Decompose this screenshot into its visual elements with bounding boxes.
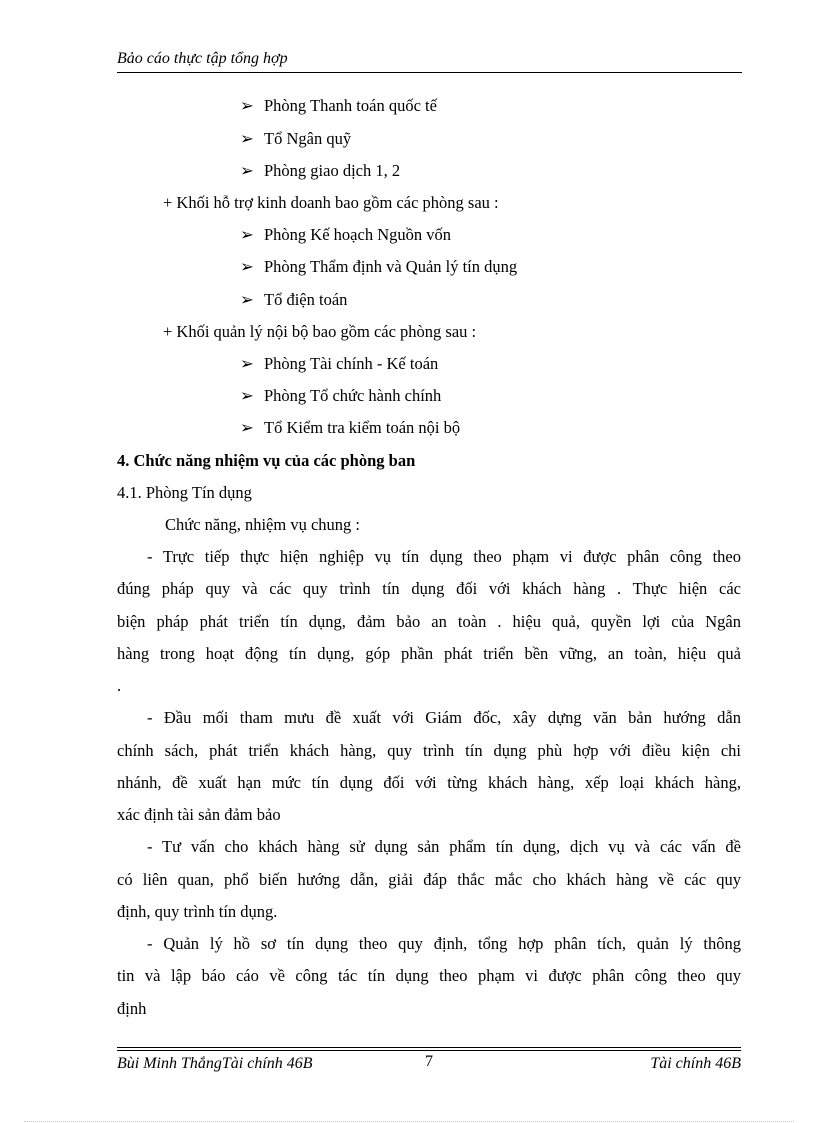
paragraph-line: chính sách, phát triển khách hàng, quy trình tín dụng phù hợp với điều kiện chi: [117, 741, 741, 760]
list-item: Phòng giao dịch 1, 2: [264, 161, 401, 180]
list-item: Phòng Thẩm định và Quản lý tín dụng: [264, 257, 518, 276]
paragraph-line: có liên quan, phổ biến hướng dẫn, giải đáp thắc mắc cho khách hàng về các quy: [117, 870, 741, 889]
list-item: Phòng Tài chính - Kế toán: [264, 354, 439, 373]
bullet-arrow-icon: ➢: [240, 418, 254, 437]
list-item: Tổ Ngân quỹ: [264, 129, 352, 148]
bullet-arrow-icon: ➢: [240, 225, 254, 244]
paragraph-line: tin và lập báo cáo về công tác tín dụng theo phạm vi được phân công theo quy: [117, 966, 741, 985]
paragraph-line: nhánh, đề xuất hạn mức tín dụng đối với từng khách hàng, xếp loại khách hàng,: [117, 773, 741, 792]
group-heading: + Khối hỗ trợ kinh doanh bao gồm các phòng sau :: [163, 193, 499, 212]
bullet-arrow-icon: ➢: [240, 290, 254, 309]
page-number: 7: [425, 1053, 433, 1070]
bullet-arrow-icon: ➢: [240, 161, 254, 180]
paragraph-line: đúng pháp quy và các quy trình tín dụng đối với khách hàng . Thực hiện các: [117, 579, 741, 598]
paragraph-line: .: [117, 676, 122, 695]
paragraph-line: - Tư vấn cho khách hàng sử dụng sản phẩm tín dụng, dịch vụ và các vấn đề: [147, 837, 741, 856]
bullet-arrow-icon: ➢: [240, 129, 254, 148]
list-item: Tổ Kiểm tra kiểm toán nội bộ: [264, 418, 461, 437]
paragraph-line: - Quản lý hồ sơ tín dụng theo quy định, tổng hợp phân tích, quản lý thông: [147, 934, 741, 953]
page-header: [117, 50, 742, 73]
page-edge: [24, 1121, 794, 1122]
paragraph-line: hàng trong hoạt động tín dụng, góp phần phát triển bền vững, an toàn, hiệu quả: [117, 644, 741, 663]
paragraph-line: xác định tài sản đảm bảo: [117, 805, 281, 824]
intro-text: Chức năng, nhiệm vụ chung :: [165, 515, 360, 534]
footer-rule: [117, 1050, 741, 1051]
subsection-heading: 4.1. Phòng Tín dụng: [117, 483, 252, 502]
list-item: Phòng Kế hoạch Nguồn vốn: [264, 225, 451, 244]
bullet-arrow-icon: ➢: [240, 386, 254, 405]
group-heading: + Khối quản lý nội bộ bao gồm các phòng sau :: [163, 322, 477, 341]
bullet-arrow-icon: ➢: [240, 96, 254, 115]
paragraph-line: biện pháp phát triển tín dụng, đảm bảo an toàn . hiệu quả, quyền lợi của Ngân: [117, 612, 741, 631]
list-item: Phòng Tổ chức hành chính: [264, 386, 442, 405]
list-item: Phòng Thanh toán quốc tế: [264, 96, 437, 115]
footer-author: Bùi Minh ThắngTài chính 46B: [117, 1055, 313, 1072]
section-heading: 4. Chức năng nhiệm vụ của các phòng ban: [117, 451, 416, 470]
list-item: Tổ điện toán: [264, 290, 348, 309]
footer-department: Tài chính 46B: [650, 1055, 741, 1072]
paragraph-line: định: [117, 999, 147, 1018]
paragraph-line: - Trực tiếp thực hiện nghiệp vụ tín dụng theo phạm vi được phân công theo: [147, 547, 741, 566]
paragraph-line: - Đầu mối tham mưu đề xuất với Giám đốc, xây dựng văn bản hướng dẫn: [147, 708, 741, 727]
bullet-arrow-icon: ➢: [240, 354, 254, 373]
paragraph-line: định, quy trình tín dụng.: [117, 902, 278, 921]
bullet-arrow-icon: ➢: [240, 257, 254, 276]
header-title: Bảo cáo thực tập tổng hợp: [117, 50, 288, 67]
footer-rule: [117, 1047, 741, 1048]
